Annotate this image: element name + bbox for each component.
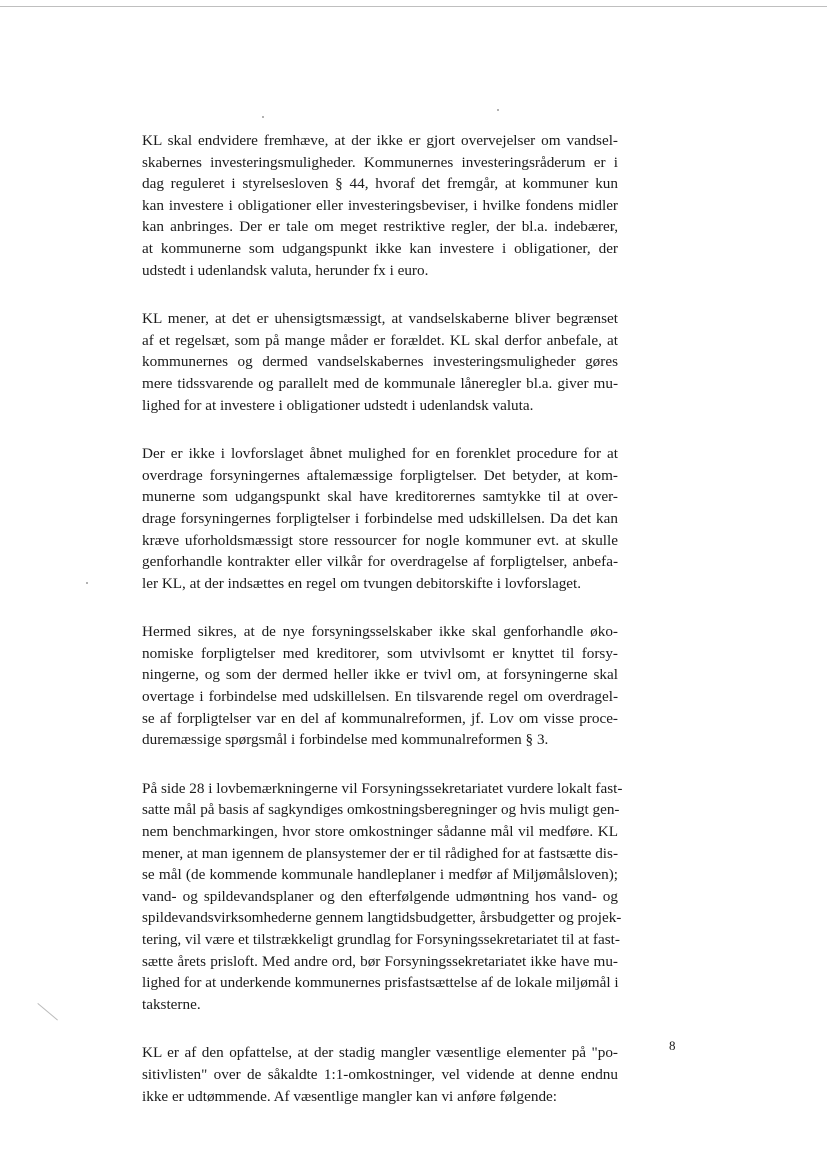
- text-line: lighed for at investere i obligationer udstedt i udenlandsk valuta.: [142, 396, 534, 414]
- text-line: kan anbringes. Der er tale om meget restriktive regler, der bl.a. indebærer,: [142, 218, 618, 236]
- text-line: spildevandsvirksomhederne gennem langtidsbudgetter, årsbudgetter og projek-: [142, 909, 622, 927]
- text-line: overdrage forsyningernes aftalemæssige forpligtelser. Det betyder, at kom-: [142, 466, 618, 484]
- text-line: kan investere i obligationer eller investeringsbeviser, i hvilke fondens midler: [142, 196, 618, 214]
- text-line: at kommunerne som udgangspunkt ikke kan investere i obligationer, der: [142, 239, 618, 257]
- text-line: nem benchmarkingen, hvor store omkostninger sådanne mål vil medføre. KL: [142, 823, 618, 841]
- page-number: 8: [669, 1038, 676, 1053]
- text-line: mere tidssvarende og parallelt med de kommunale låneregler bl.a. giver mu-: [142, 374, 618, 392]
- text-line: nomiske forpligtelser med kreditorer, som utvivlsomt er knyttet til forsy-: [142, 644, 618, 662]
- text-line: KL er af den opfattelse, at der stadig mangler væsentlige elementer på "po-: [142, 1044, 618, 1062]
- scan-speck: [86, 582, 88, 584]
- document-body: [142, 130, 623, 1134]
- paragraph-5: [142, 778, 623, 1016]
- text-line: sitivlisten" over de såkaldte 1:1-omkostninger, vel vidende at denne endnu: [142, 1065, 618, 1083]
- paragraph-6: [142, 1042, 618, 1107]
- text-line: ningerne, og som der dermed heller ikke er tvivl om, at forsyningerne skal: [142, 666, 618, 684]
- text-line: skabernes investeringsmuligheder. Kommunernes investeringsråderum er i: [142, 153, 618, 171]
- text-line: tering, vil være et tilstrækkeligt grundlag for Forsyningssekretariatet til at fast-: [142, 931, 620, 948]
- text-line: sætte årets prisloft. Med andre ord, bør Forsyningssekretariatet ikke have mu-: [142, 952, 618, 970]
- scan-speck: [262, 116, 264, 118]
- text-line: udstedt i udenlandsk valuta, herunder fx i euro.: [142, 261, 429, 279]
- text-line: se af forpligtelser var en del af kommunalreformen, jf. Lov om visse proce-: [142, 709, 618, 727]
- text-line: kræve uforholdsmæssigt store ressourcer for nogle kommuner evt. at skulle: [142, 531, 618, 549]
- text-line: KL mener, at det er uhensigtsmæssigt, at vandselskaberne bliver begrænset: [142, 310, 618, 328]
- text-line: vand- og spildevandsplaner og den efterfølgende udmøntning hos vand- og: [142, 887, 618, 905]
- scan-mark: [37, 1003, 58, 1020]
- text-line: munerne som udgangspunkt skal have kreditorernes samtykke til at over-: [142, 488, 618, 506]
- text-line: se mål (de kommende kommunale handleplaner i medfør af Miljømålsloven);: [142, 866, 618, 884]
- paragraph-4: [142, 621, 618, 751]
- text-line: genforhandle kontrakter eller vilkår for overdragelse af forpligtelser, anbefa-: [142, 553, 618, 571]
- text-line: På side 28 i lovbemærkningerne vil Forsyningssekretariatet vurdere lokalt fast-: [142, 779, 623, 797]
- text-line: Hermed sikres, at de nye forsyningsselskaber ikke skal genforhandle øko-: [142, 623, 618, 641]
- text-line: ikke er udtømmende. Af væsentlige mangler kan vi anføre følgende:: [142, 1087, 558, 1105]
- text-line: KL skal endvidere fremhæve, at der ikke er gjort overvejelser om vandsel-: [142, 132, 618, 149]
- scan-top-edge: [0, 6, 827, 7]
- text-line: ler KL, at der indsættes en regel om tvungen debitorskifte i lovforslaget.: [142, 574, 582, 592]
- text-line: drage forsyningernes forpligtelser i forbindelse med udskillelsen. Da det kan: [142, 509, 618, 527]
- paragraph-2: [142, 308, 618, 416]
- text-line: lighed for at underkende kommunernes prisfastsættelse af de lokale miljømål i: [142, 974, 619, 992]
- paragraph-1: [142, 130, 618, 281]
- text-line: kommunernes og dermed vandselskabernes investeringsmuligheder gøres: [142, 353, 618, 371]
- text-line: mener, at man igennem de plansystemer der er til rådighed for at fastsætte dis-: [142, 844, 618, 862]
- text-line: af et regelsæt, som på mange måder er forældet. KL skal derfor anbefale, at: [142, 331, 618, 349]
- text-line: satte mål på basis af sagkyndiges omkostningsberegninger og hvis muligt gen-: [142, 801, 620, 819]
- scan-speck: [497, 109, 499, 111]
- text-line: Der er ikke i lovforslaget åbnet mulighed for en forenklet procedure for at: [142, 445, 618, 463]
- text-line: taksterne.: [142, 995, 201, 1013]
- text-line: duremæssige spørgsmål i forbindelse med kommunalreformen § 3.: [142, 731, 549, 749]
- paragraph-3: [142, 443, 618, 594]
- text-line: overtage i forbindelse med udskillelsen. En tilsvarende regel om overdragel-: [142, 688, 618, 706]
- text-line: dag reguleret i styrelsesloven § 44, hvoraf det fremgår, at kommuner kun: [142, 175, 618, 193]
